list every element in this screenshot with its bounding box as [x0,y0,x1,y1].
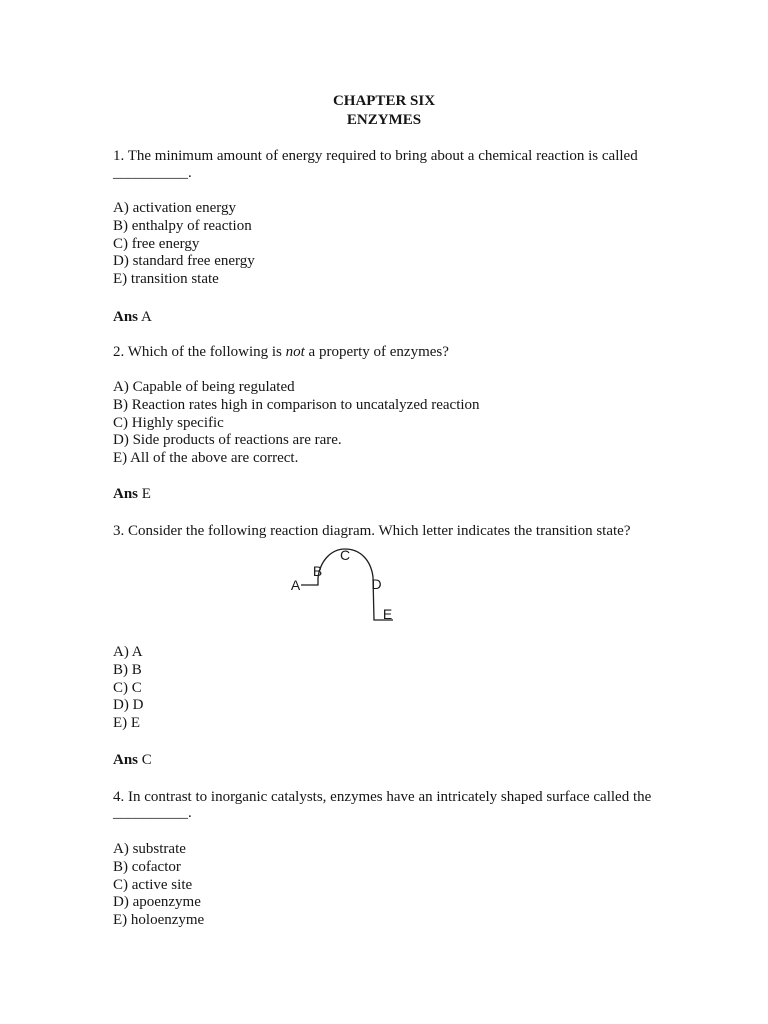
question-prompt: 4. In contrast to inorganic catalysts, enzymes have an intricately shaped surface called the [113,789,652,805]
answer-key [113,485,151,503]
option-a: A) substrate [113,841,186,857]
option-e: E) transition state [113,271,219,288]
answer-blank: __________. [113,165,192,181]
option-a: A) A [113,644,143,660]
answer-value: A [140,309,152,325]
option-e: E) holoenzyme [113,912,205,929]
answer-label: Ans [113,309,139,325]
prompt-text-after: a property of enzymes? [308,344,449,360]
answer-label: Ans [113,752,139,768]
option-d: D) standard free energy [113,253,255,270]
answer-key [113,751,152,769]
diagram-label-e: E [382,606,393,622]
question-prompt [113,343,449,361]
prompt-emphasis: not [285,344,305,360]
answer-value: C [141,752,152,768]
option-d: D) Side products of reactions are rare. [113,432,342,449]
option-c: C) active site [113,876,193,893]
option-b: B) enthalpy of reaction [113,217,252,234]
option-c: C) C [113,679,142,696]
chapter-title: CHAPTER SIX [332,93,436,109]
option-c: C) free energy [113,235,200,252]
question-prompt: 1. The minimum amount of energy required to bring about a chemical reaction is called [113,148,638,164]
option-a: A) activation energy [113,200,237,216]
option-e: E) All of the above are correct. [113,450,299,467]
answer-blank: __________. [113,805,192,821]
prompt-text-before: 2. Which of the following is [113,344,282,360]
option-list [113,841,204,930]
diagram-label-d: D [371,576,382,592]
answer-value: E [141,486,151,502]
option-b: B) B [113,661,142,678]
diagram-label-c: C [339,547,351,563]
option-d: D) apoenzyme [113,894,201,911]
option-c: C) Highly specific [113,414,224,431]
option-e: E) E [113,715,141,732]
answer-label: Ans [113,486,139,502]
question-prompt: 3. Consider the following reaction diagram. Which letter indicates the transition state? [113,523,631,539]
option-d: D) D [113,697,144,714]
chapter-subtitle: ENZYMES [346,112,422,128]
option-b: B) Reaction rates high in comparison to uncatalyzed reaction [113,396,480,413]
option-list [113,200,255,289]
diagram-label-b: B [312,563,323,579]
option-list [113,379,480,468]
reaction-diagram [280,540,405,630]
answer-key [113,308,152,326]
option-list [113,644,143,733]
option-b: B) cofactor [113,858,181,875]
option-a: A) Capable of being regulated [113,379,295,395]
diagram-label-a: A [290,577,301,593]
